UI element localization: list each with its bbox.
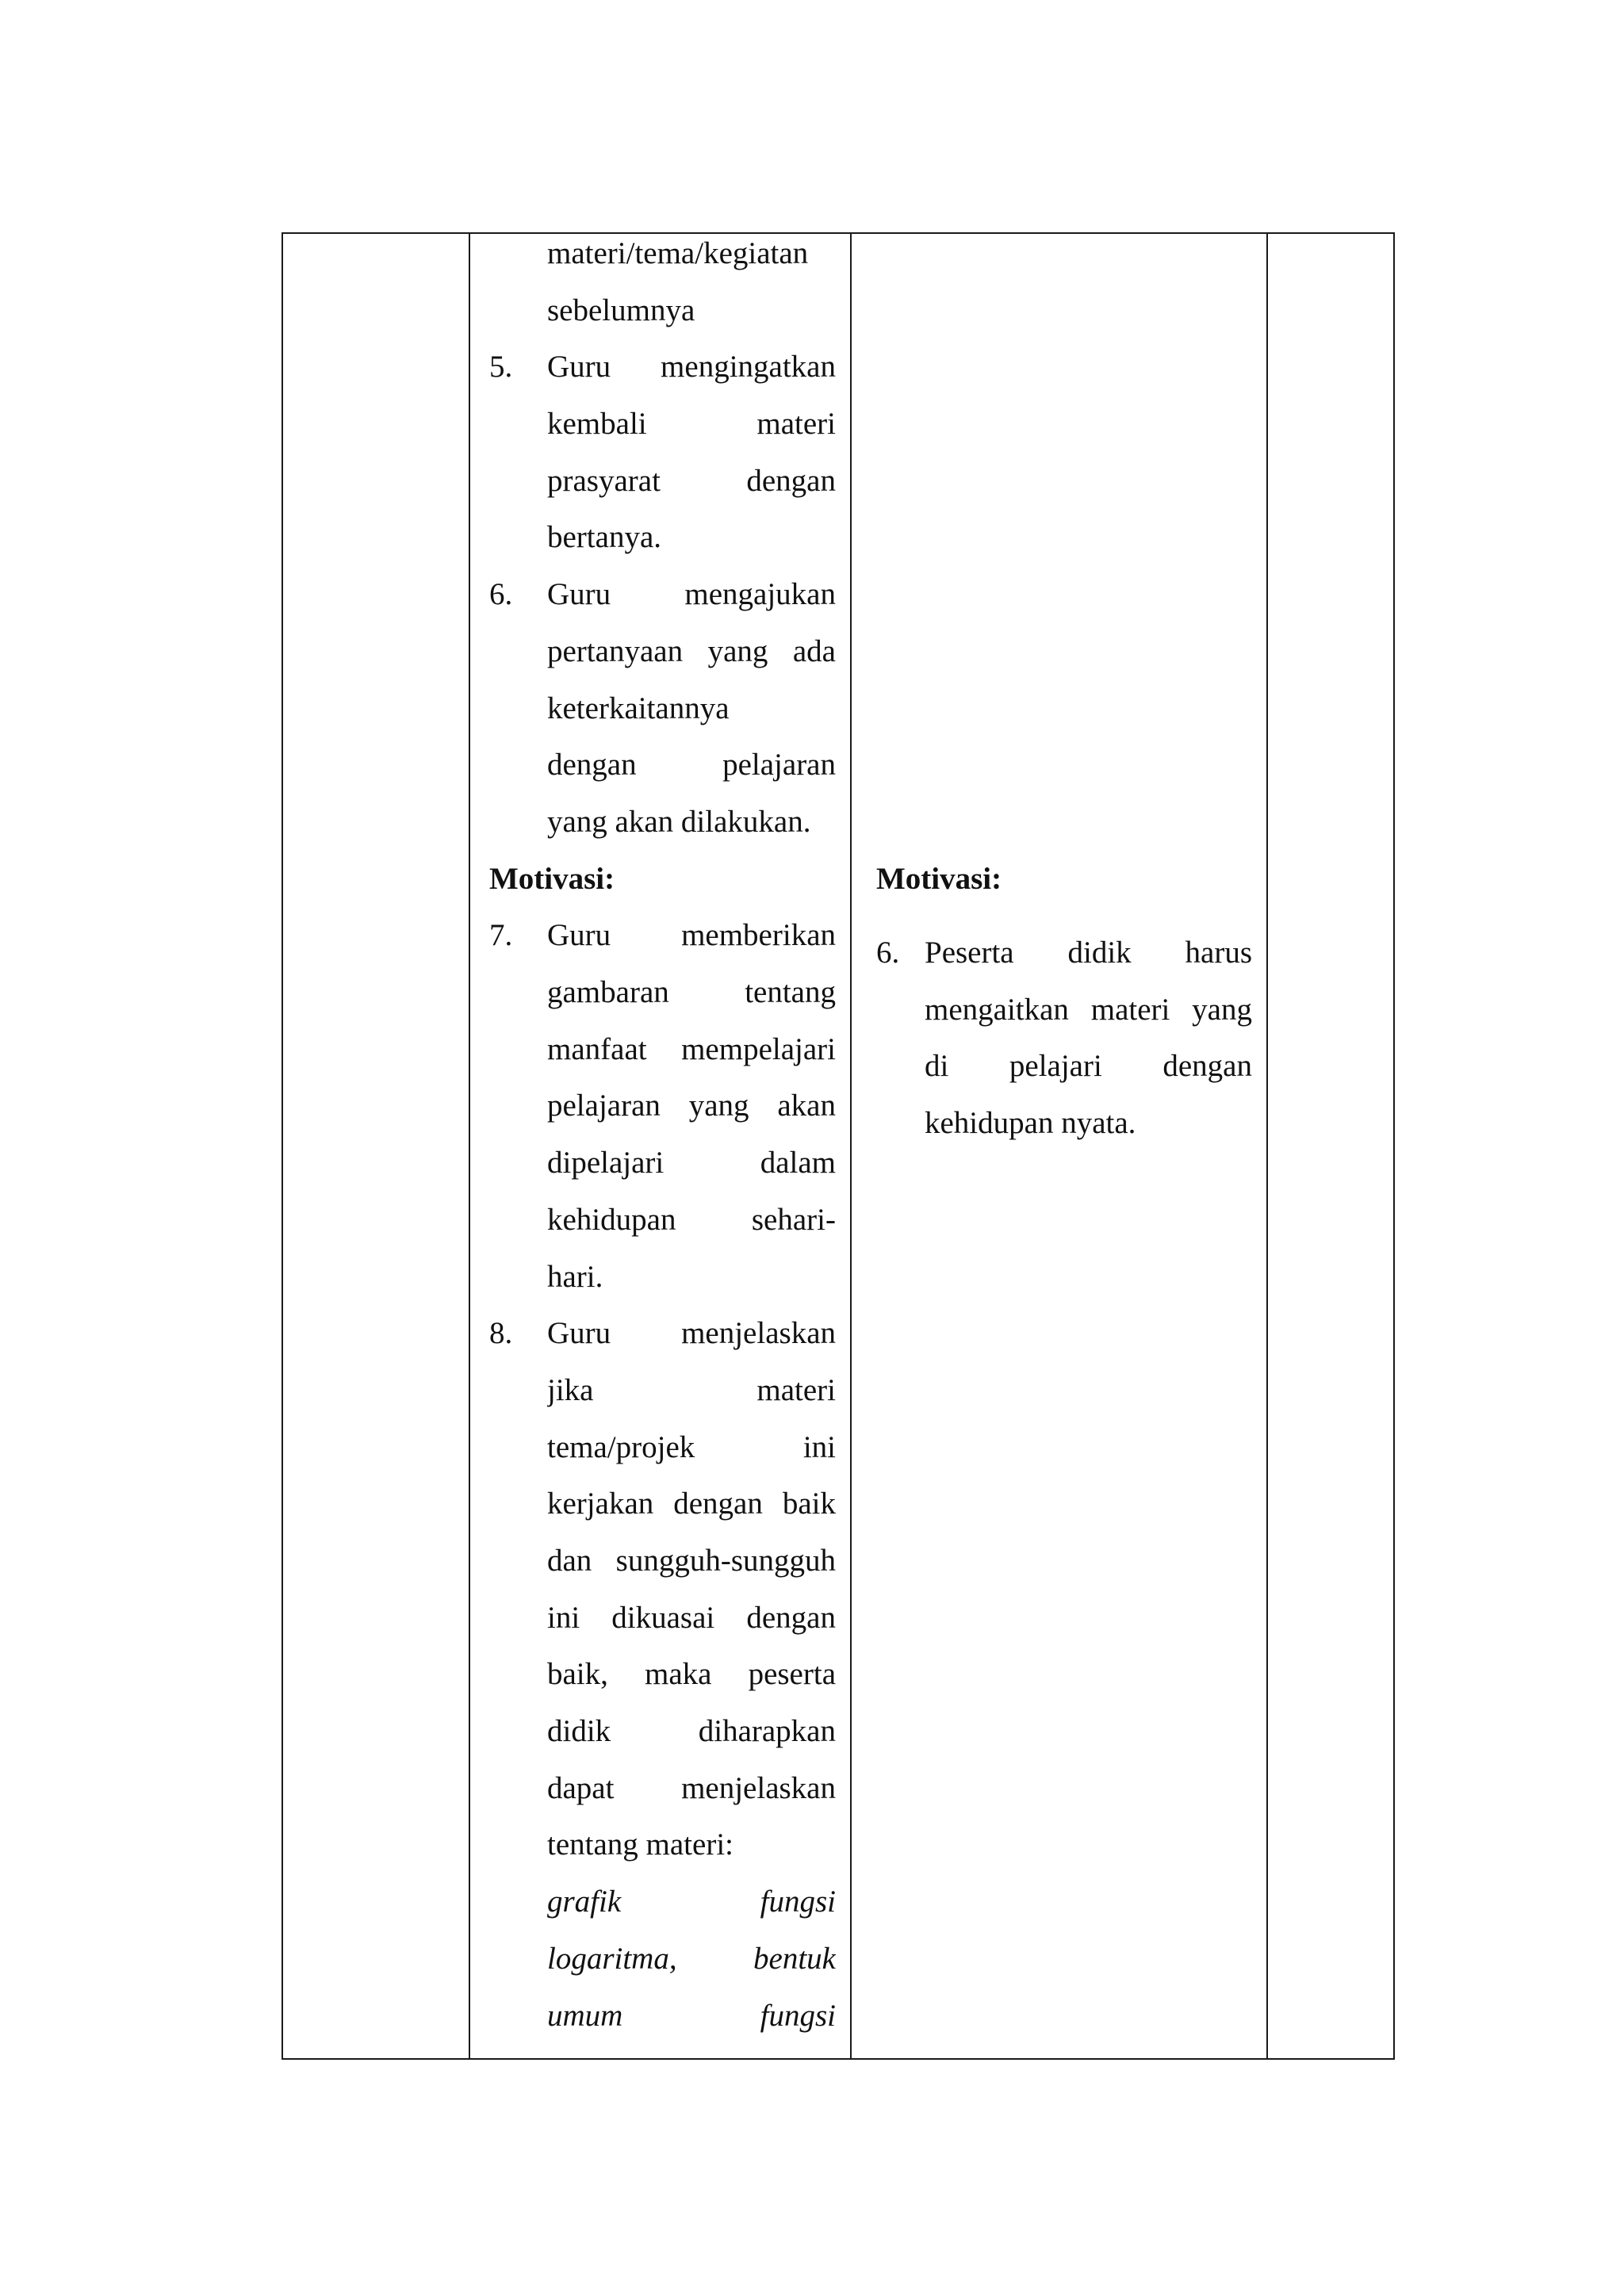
activity-line: ini dikuasai dengan	[547, 1601, 836, 1635]
activity-line: hari.	[547, 1260, 603, 1294]
student-line: mengaitkan materi yang	[925, 993, 1252, 1027]
student-line: di pelajari dengan	[925, 1049, 1252, 1083]
motivation-heading: Motivasi:	[876, 862, 1002, 896]
activity-line: kehidupan sehari-	[547, 1203, 836, 1237]
activity-line: dapat menjelaskan	[547, 1771, 836, 1805]
column-divider	[850, 232, 852, 2060]
list-number: 6.	[489, 577, 513, 611]
activity-line: kerjakan dengan baik	[547, 1487, 836, 1521]
activity-line: pelajaran yang akan	[547, 1089, 836, 1123]
activity-line: keterkaitannya	[547, 691, 730, 725]
activity-line: dengan pelajaran	[547, 748, 836, 782]
student-line: kehidupan nyata.	[925, 1106, 1136, 1140]
activity-line: dan sungguh-sungguh	[547, 1544, 836, 1578]
activity-line: Guru mengingatkan	[547, 350, 836, 384]
activity-line: jika materi	[547, 1373, 836, 1407]
activity-line: tentang materi:	[547, 1827, 733, 1862]
activity-line: sebelumnya	[547, 293, 695, 327]
list-number: 8.	[489, 1316, 513, 1350]
activity-line: yang akan dilakukan.	[547, 805, 811, 839]
activity-line: gambaran tentang	[547, 975, 836, 1009]
activity-line: kembali materi	[547, 407, 836, 441]
column-divider	[1266, 232, 1268, 2060]
activity-line: bertanya.	[547, 520, 662, 554]
activity-line: Guru memberikan	[547, 918, 836, 952]
activity-line: Guru mengajukan	[547, 577, 836, 611]
activity-line: baik, maka peserta	[547, 1657, 836, 1691]
column-divider	[469, 232, 470, 2060]
list-number: 5.	[489, 350, 513, 384]
activity-line: tema/projek ini	[547, 1430, 836, 1464]
student-line: Peserta didik harus	[925, 936, 1252, 970]
activity-line: grafik fungsi	[547, 1885, 836, 1919]
motivation-heading: Motivasi:	[489, 862, 615, 896]
activity-line: umum fungsi	[547, 1999, 836, 2033]
list-number: 7.	[489, 918, 513, 952]
activity-line: dipelajari dalam	[547, 1146, 836, 1180]
activity-line: logaritma, bentuk	[547, 1942, 836, 1976]
activity-line: pertanyaan yang ada	[547, 634, 836, 668]
activity-line: manfaat mempelajari	[547, 1032, 836, 1066]
activity-line: Guru menjelaskan	[547, 1316, 836, 1350]
activity-line: didik diharapkan	[547, 1714, 836, 1748]
activity-line: materi/tema/kegiatan	[547, 236, 809, 270]
list-number: 6.	[876, 936, 900, 970]
lesson-table	[282, 232, 1395, 2060]
activity-line: prasyarat dengan	[547, 464, 836, 498]
